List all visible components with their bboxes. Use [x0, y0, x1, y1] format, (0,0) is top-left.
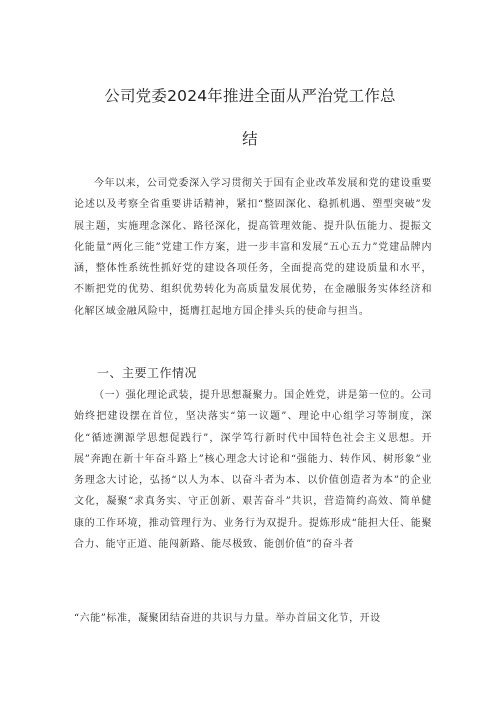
intro-paragraph: 今年以来，公司党委深入学习贯彻关于国有企业改革发展和党的建设重要论述以及考察全省重要讲话精神，紧扣“整固深化、稳抓机遇、塑型突破”发展主题，实施理念深化、路径深化，提高管理效能、提升队伍能力、提振文化能量“两化三能”党建工作方案，进一步丰富和发展“五心五力”党建品牌内涵，整体性系统性抓好党的建设各项任务，全面提高党的建设质量和水平，不断把党的优势、组织优势转化为高质量发展优势，在金融服务实体经济和化解区域金融风险中，挺膺扛起地方国企排头兵的使命与担当。: [74, 178, 432, 317]
document-title-line-1: 公司党委2024年推进全面从严治党工作总: [104, 87, 396, 105]
subsection-paragraph: （一）强化理论武装，提升思想凝聚力。国企姓党，讲是第一位的。公司始终把建设摆在首位，坚决落实“第一议题”、理论中心组学习等制度，深化“循迹溯源学思想促践行”，深学笃行新时代中国特色社会主义思想。开展”奔跑在新十年奋斗路上”核心理念大讨论和“强能力、转作风、树形象”业务理念大讨论，弘扬“以人为本、以奋斗者为本、以价值创造者为本”的企业文化，凝聚“求真务实、守正创新、艰苦奋斗”共识，营造简约高效、简单健康的工作环境，推动管理行为、业务行为双提升。提炼形成“能担大任、能聚合力、能守正道、能闯新路、能尽极致、能创价值”的奋斗者: [74, 390, 432, 551]
continuation-paragraph: “六能”标准，凝聚团结奋进的共识与力量。举办首届文化节，开设: [74, 613, 381, 624]
document-title-line-2: 结: [242, 130, 258, 148]
section-heading: 一、主要工作情况: [97, 366, 198, 380]
